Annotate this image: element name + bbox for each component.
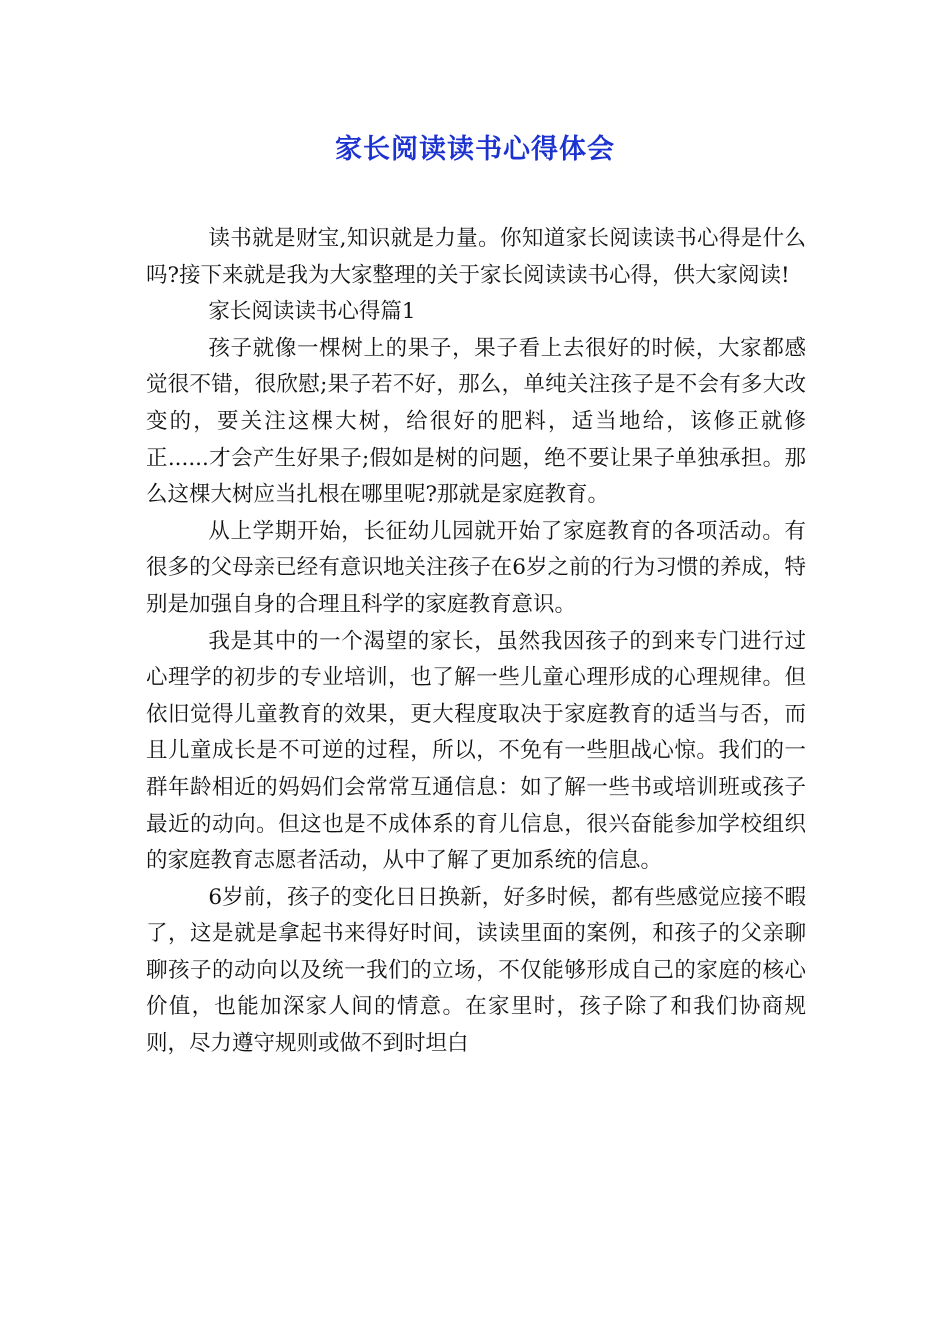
paragraph: 6岁前，孩子的变化日日换新，好多时候，都有些感觉应接不暇了，这是就是拿起书来得好时间，读读里面的案例，和孩子的父亲聊聊孩子的动向以及统一我们的立场，不仅能够形成自己的家庭的核心价值，也能加深家人间的情意。在家里时，孩子除了和我们协商规则，尽力遵守规则或做不到时坦白 bbox=[146, 884, 806, 1057]
section-heading: 家长阅读读书心得篇1 bbox=[208, 299, 416, 325]
document-body bbox=[146, 221, 806, 1063]
paragraph: 孩子就像一棵树上的果子，果子看上去很好的时候，大家都感觉很不错，很欣慰;果子若不好，那么，单纯关注孩子是不会有多大改变的，要关注这棵大树，给很好的肥料，适当地给，该修正就修正......才会产生好果子;假如是树的问题，绝不要让果子单独承担。那么这棵大树应当扎根在哪里呢?那就是家庭教育。 bbox=[146, 335, 806, 508]
document-title: 家长阅读读书心得体会 bbox=[335, 134, 615, 165]
paragraph: 我是其中的一个渴望的家长，虽然我因孩子的到来专门进行过心理学的初步的专业培训，也了解一些儿童心理形成的心理规律。但依旧觉得儿童教育的效果，更大程度取决于家庭教育的适当与否，而且儿童成长是不可逆的过程，所以，不免有一些胆战心惊。我们的一群年龄相近的妈妈们会常常互通信息：如了解一些书或培训班或孩子最近的动向。但这也是不成体系的育儿信息，很兴奋能参加学校组织的家庭教育志愿者活动，从中了解了更加系统的信息。 bbox=[146, 628, 806, 874]
paragraph: 从上学期开始，长征幼儿园就开始了家庭教育的各项活动。有很多的父母亲已经有意识地关注孩子在6岁之前的行为习惯的养成，特别是加强自身的合理且科学的家庭教育意识。 bbox=[146, 518, 806, 617]
paragraph-intro: 读书就是财宝,知识就是力量。你知道家长阅读读书心得是什么吗?接下来就是我为大家整理的关于家长阅读读书心得，供大家阅读! bbox=[146, 226, 806, 288]
